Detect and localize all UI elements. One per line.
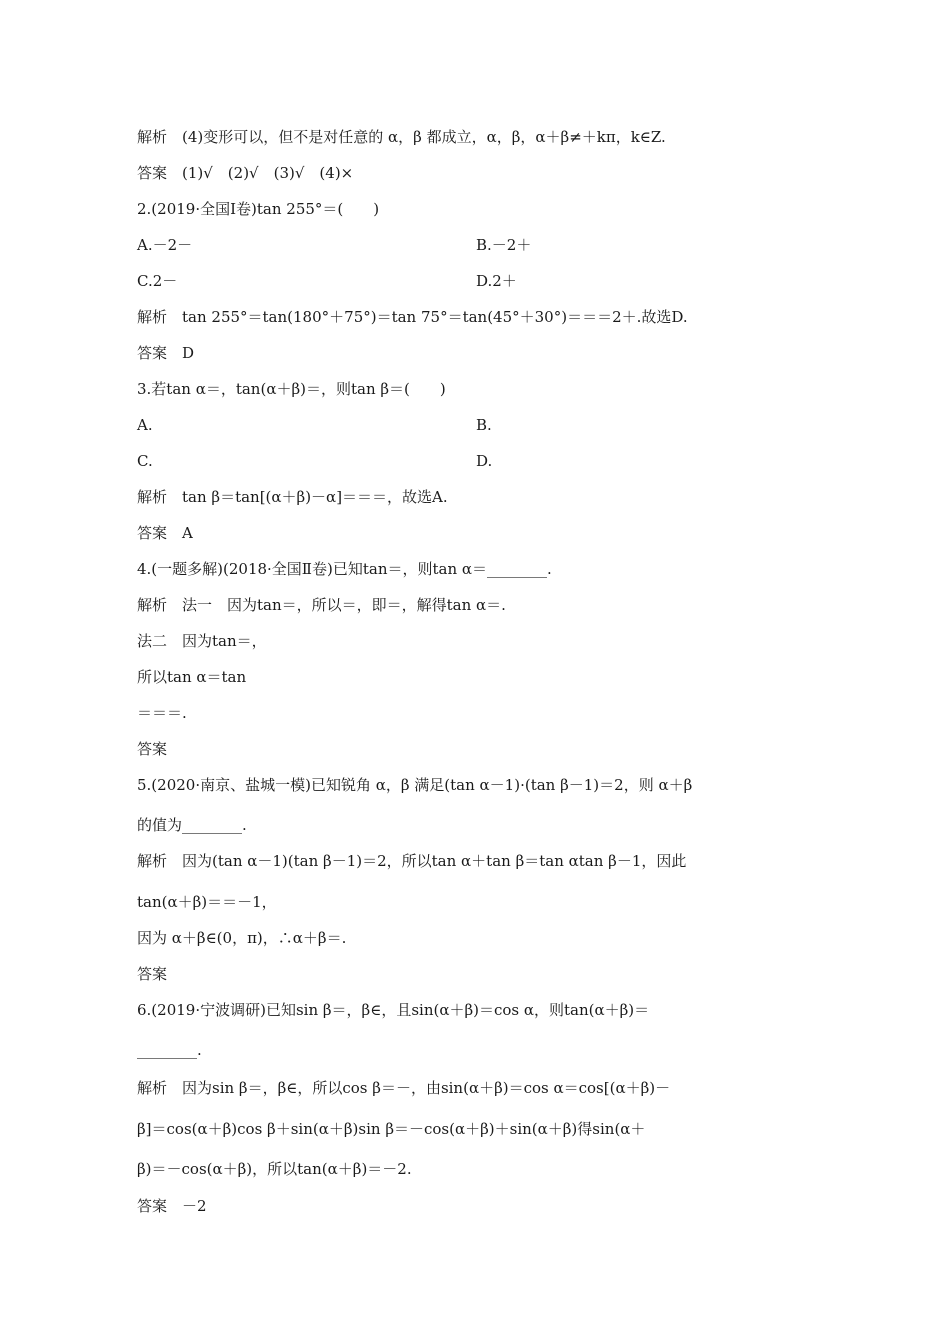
- answer-q1: 答案 (1)√ (2)√ (3)√ (4)×: [137, 164, 354, 182]
- answer-q3: 答案 A: [137, 524, 193, 542]
- question-4: 4.(一题多解)(2018·全国Ⅱ卷)已知tan＝，则tan α＝________.: [137, 560, 552, 578]
- option-a: A.: [137, 416, 153, 434]
- solution-q2: 解析 tan 255°＝tan(180°＋75°)＝tan 75°＝tan(45°＋30°)＝＝＝2＋.故选D.: [137, 308, 688, 326]
- answer-q4: 答案: [137, 740, 168, 758]
- solution-q5: 解析 因为(tan α－1)(tan β－1)＝2，所以tan α＋tan β＝tan αtan β－1，因此: [137, 852, 687, 870]
- solution-q5-step: 因为 α＋β∈(0，π)，∴α＋β＝.: [137, 929, 347, 947]
- solution-q5-step: tan(α＋β)＝＝－1，: [137, 893, 277, 911]
- solution-q1: 解析 (4)变形可以，但不是对任意的 α，β 都成立，α，β，α＋β≠＋kπ，k∈Z.: [137, 128, 666, 146]
- answer-q2: 答案 D: [137, 344, 195, 362]
- option-a: A.－2－: [137, 236, 193, 254]
- solution-q6-cont: β)＝－cos(α＋β)，所以tan(α＋β)＝－2.: [137, 1160, 412, 1178]
- answer-q5: 答案: [137, 965, 168, 983]
- solution-q4-method2: 法二 因为tan＝，: [137, 632, 267, 650]
- solution-q6-cont: β]＝cos(α＋β)cos β＋sin(α＋β)sin β＝－cos(α＋β)＋sin(α＋β)得sin(α＋: [137, 1120, 646, 1138]
- option-d: D.2＋: [476, 272, 517, 290]
- solution-q4-step: 所以tan α＝tan: [137, 668, 247, 686]
- question-5: 5.(2020·南京、盐城一模)已知锐角 α，β 满足(tan α－1)·(tan β－1)＝2，则 α＋β: [137, 776, 693, 794]
- option-b: B.: [476, 416, 492, 434]
- question-6: 6.(2019·宁波调研)已知sin β＝，β∈，且sin(α＋β)＝cos α，则tan(α＋β)＝: [137, 1001, 650, 1019]
- option-b: B.－2＋: [476, 236, 532, 254]
- question-3: 3.若tan α＝，tan(α＋β)＝，则tan β＝( ): [137, 380, 446, 398]
- option-d: D.: [476, 452, 493, 470]
- question-6-cont: ________.: [137, 1041, 202, 1059]
- solution-q3: 解析 tan β＝tan[(α＋β)－α]＝＝＝，故选A.: [137, 488, 448, 506]
- option-c: C.2－: [137, 272, 178, 290]
- option-c: C.: [137, 452, 153, 470]
- solution-q4-method1: 解析 法一 因为tan＝，所以＝，即＝，解得tan α＝.: [137, 596, 506, 614]
- solution-q6: 解析 因为sin β＝，β∈，所以cos β＝－，由sin(α＋β)＝cos α＝cos[(α＋β)－: [137, 1079, 671, 1097]
- answer-q6: 答案 －2: [137, 1197, 207, 1215]
- question-5-cont: 的值为________.: [137, 816, 247, 834]
- solution-q4-step: ＝＝＝.: [137, 704, 187, 722]
- question-2: 2.(2019·全国Ⅰ卷)tan 255°＝( ): [137, 200, 380, 218]
